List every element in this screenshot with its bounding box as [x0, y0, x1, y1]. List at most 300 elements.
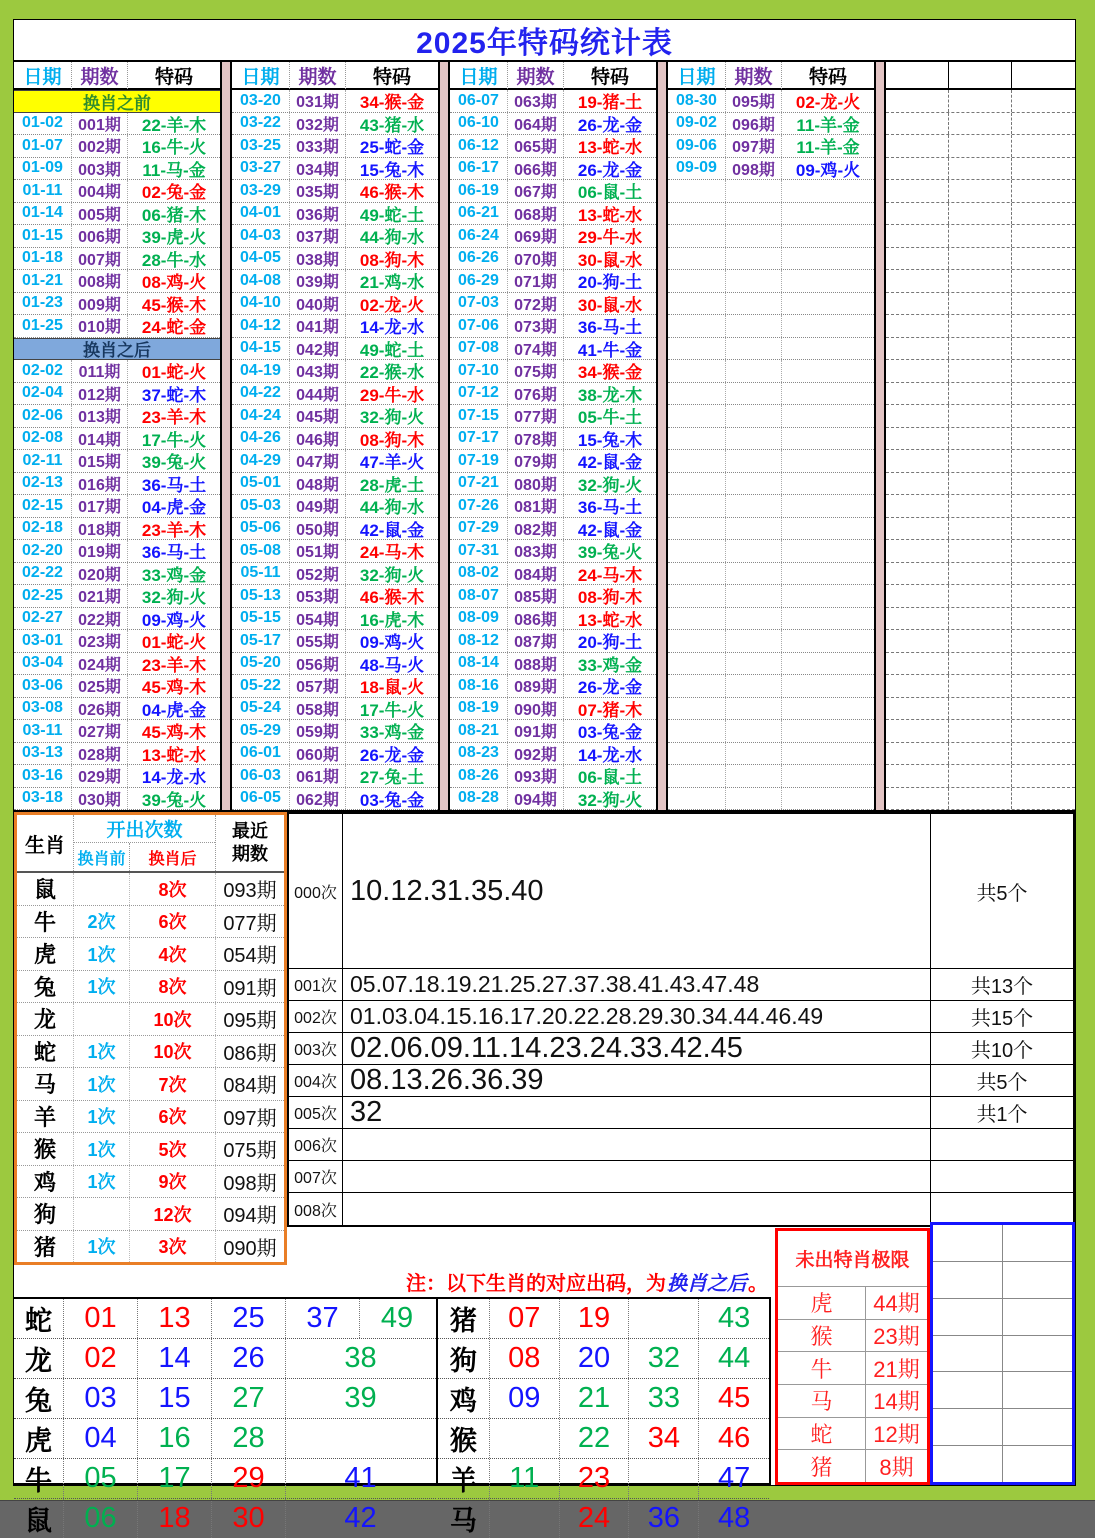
map-zodiac-cell: 猪 [438, 1299, 490, 1338]
period-row [450, 158, 656, 181]
blue-grid-cell [1003, 1299, 1072, 1335]
map-table-left [14, 1297, 438, 1536]
period-row [14, 495, 220, 518]
code-cell: 49-蛇-土 [359, 340, 425, 360]
code-cell: 08-狗-木 [577, 588, 643, 608]
empty-cell [1012, 428, 1075, 450]
period-row [668, 383, 874, 406]
period-row [232, 675, 438, 698]
limit-row [778, 1418, 927, 1451]
period-table-header [232, 62, 438, 90]
after-count-cell: 9次 [130, 1166, 216, 1198]
empty-grid-row [886, 225, 1075, 248]
period-cell [726, 563, 782, 585]
empty-cell [886, 293, 949, 315]
note-row [14, 1265, 770, 1297]
period-row [232, 180, 438, 203]
period-row [668, 698, 874, 721]
date-cell: 03-20 [232, 90, 290, 112]
period-cell: 055期 [290, 630, 346, 652]
period-row [14, 743, 220, 766]
period-cell: 014期 [72, 428, 128, 450]
zodiac-cell: 兔 [17, 971, 74, 1003]
period-row [668, 450, 874, 473]
empty-grid-row [886, 720, 1075, 743]
map-number-cell: 07 [490, 1299, 560, 1338]
before-count-cell: 1次 [74, 938, 130, 970]
code-cell: 09-鸡-火 [795, 160, 861, 180]
stats-row [17, 1133, 284, 1166]
map-number-cell: 38 [344, 1342, 377, 1374]
period-row [668, 675, 874, 698]
date-cell [668, 315, 726, 337]
code-cell: 01-蛇-火 [141, 363, 207, 383]
zodiac-cell: 猪 [17, 1231, 74, 1263]
date-cell: 06-29 [450, 270, 508, 292]
map-row [14, 1459, 436, 1499]
period-row [450, 270, 656, 293]
note-prefix: 注：以下生肖的对应出码，为 [406, 1272, 666, 1295]
code-cell: 26-龙-金 [577, 678, 643, 698]
date-cell [668, 270, 726, 292]
map-number-cell: 03 [64, 1379, 138, 1418]
date-cell [668, 720, 726, 742]
empty-cell [949, 360, 1012, 382]
after-count-cell: 10次 [130, 1036, 216, 1068]
period-cell [726, 360, 782, 382]
period-row [14, 360, 220, 383]
period-row [450, 248, 656, 271]
period-cell: 033期 [290, 135, 346, 157]
limit-row [778, 1287, 927, 1320]
period-cell: 044期 [290, 383, 346, 405]
date-cell: 07-29 [450, 518, 508, 540]
period-cell: 045期 [290, 405, 346, 427]
blue-grid-row [933, 1446, 1072, 1482]
period-cell [726, 765, 782, 787]
date-cell: 01-18 [14, 248, 72, 270]
date-cell: 02-15 [14, 495, 72, 517]
date-cell [668, 180, 726, 202]
code-cell: 32-狗-火 [577, 790, 643, 810]
empty-cell [1012, 608, 1075, 630]
period-cell [726, 653, 782, 675]
date-cell [668, 473, 726, 495]
period-cell: 025期 [72, 675, 128, 697]
period-cell [726, 248, 782, 270]
period-cell: 047期 [290, 450, 346, 472]
period-cell [726, 383, 782, 405]
period-row [14, 675, 220, 698]
period-row [450, 113, 656, 136]
date-cell: 05-22 [232, 675, 290, 697]
code-cell: 03-兔-金 [359, 790, 425, 810]
period-cell: 059期 [290, 720, 346, 742]
date-cell [668, 405, 726, 427]
limit-row [778, 1352, 927, 1385]
blue-grid-cell [933, 1225, 1003, 1261]
code-cell: 32-狗-火 [577, 475, 643, 495]
period-cell: 035期 [290, 180, 346, 202]
code-cell: 30-鼠-水 [577, 295, 643, 315]
date-cell: 01-09 [14, 158, 72, 180]
date-cell [668, 383, 726, 405]
empty-cell [886, 720, 949, 742]
empty-cell [886, 653, 949, 675]
empty-grid-row [886, 428, 1075, 451]
date-cell: 07-15 [450, 405, 508, 427]
date-cell: 01-02 [14, 113, 72, 135]
period-cell: 048期 [290, 473, 346, 495]
counts-column [287, 812, 1075, 1265]
map-number-cell: 17 [138, 1459, 212, 1498]
map-number-cell [286, 1419, 435, 1458]
code-cell: 30-鼠-水 [577, 250, 643, 270]
blue-grid-cell [1003, 1372, 1072, 1408]
recent-period-cell: 098期 [223, 1172, 277, 1195]
period-row [450, 630, 656, 653]
period-cell [726, 270, 782, 292]
date-cell [668, 248, 726, 270]
map-number-cell [629, 1459, 699, 1498]
code-cell: 45-鸡-木 [141, 678, 207, 698]
period-table-header [14, 62, 220, 90]
date-cell [668, 608, 726, 630]
code-cell: 29-牛-水 [359, 385, 425, 405]
period-cell [726, 495, 782, 517]
blue-grid-row [933, 1336, 1072, 1373]
empty-grid-header [886, 62, 1075, 90]
before-count-cell: 1次 [74, 971, 130, 1003]
period-cell: 082期 [508, 518, 564, 540]
date-cell: 05-20 [232, 653, 290, 675]
date-cell [668, 743, 726, 765]
map-number-cell: 46 [717, 1422, 751, 1454]
code-cell: 02-兔-金 [141, 183, 207, 203]
map-number-cell: 44 [717, 1342, 751, 1374]
period-row [668, 563, 874, 586]
date-cell: 06-07 [450, 90, 508, 112]
period-row [232, 360, 438, 383]
code-cell: 36-马-土 [577, 318, 643, 338]
empty-cell [886, 135, 949, 157]
date-cell: 02-08 [14, 428, 72, 450]
empty-cell [886, 338, 949, 360]
before-count-cell: 1次 [74, 1068, 130, 1100]
date-cell: 04-24 [232, 405, 290, 427]
code-cell: 37-蛇-木 [141, 385, 207, 405]
period-cell: 058期 [290, 698, 346, 720]
period-row [14, 315, 220, 338]
period-cell: 066期 [508, 158, 564, 180]
period-cell: 070期 [508, 248, 564, 270]
empty-grid-row [886, 585, 1075, 608]
period-cell: 010期 [72, 315, 128, 337]
code-column-header: 特码 [154, 66, 193, 88]
code-cell: 38-龙-木 [577, 385, 643, 405]
map-zodiac-cell: 狗 [438, 1339, 490, 1378]
period-row [232, 788, 438, 811]
stats-row [17, 1166, 284, 1199]
limit-period-cell: 21期 [873, 1356, 920, 1382]
period-cell: 028期 [72, 743, 128, 765]
map-number-cell: 24 [560, 1499, 630, 1538]
date-cell: 08-19 [450, 698, 508, 720]
period-cell: 080期 [508, 473, 564, 495]
period-cell: 012期 [72, 383, 128, 405]
code-cell: 42-鼠-金 [577, 520, 643, 540]
total-cell: 共5个 [930, 814, 1073, 968]
date-cell: 07-31 [450, 540, 508, 562]
count-row [289, 1193, 1073, 1225]
code-cell: 09-鸡-火 [141, 610, 207, 630]
date-cell: 09-02 [668, 113, 726, 135]
period-row [668, 428, 874, 451]
date-cell: 02-18 [14, 518, 72, 540]
limit-period-cell: 12期 [873, 1422, 920, 1448]
count-row [289, 814, 1073, 969]
period-row [232, 743, 438, 766]
period-row [14, 135, 220, 158]
period-cell [726, 743, 782, 765]
code-cell: 18-鼠-火 [359, 678, 425, 698]
date-cell: 02-06 [14, 405, 72, 427]
period-cell: 079期 [508, 450, 564, 472]
date-cell: 04-29 [232, 450, 290, 472]
map-number-cell: 36 [629, 1499, 699, 1538]
count-label-cell: 000次 [289, 814, 343, 968]
period-row [668, 203, 874, 226]
date-cell [668, 653, 726, 675]
empty-cell [949, 765, 1012, 787]
date-cell: 05-06 [232, 518, 290, 540]
period-row [14, 563, 220, 586]
period-row [14, 248, 220, 271]
date-cell: 03-27 [232, 158, 290, 180]
period-cell: 094期 [508, 788, 564, 810]
map-row [438, 1419, 769, 1459]
date-cell: 01-14 [14, 203, 72, 225]
period-cell: 091期 [508, 720, 564, 742]
date-cell: 01-07 [14, 135, 72, 157]
code-cell: 04-虎-金 [141, 700, 207, 720]
middle-section [14, 812, 1075, 1265]
period-row [450, 315, 656, 338]
map-number-cell: 13 [138, 1299, 212, 1338]
code-cell: 14-龙-水 [577, 745, 643, 765]
section-bar: 换肖之后 [14, 338, 220, 361]
period-row [14, 653, 220, 676]
numbers-cell: 08.13.26.36.39 [350, 1064, 544, 1096]
empty-cell [1012, 788, 1075, 810]
empty-grid-row [886, 608, 1075, 631]
map-zodiac-cell: 兔 [14, 1379, 64, 1418]
period-cell: 090期 [508, 698, 564, 720]
empty-grid-row [886, 248, 1075, 271]
code-cell: 22-猴-水 [359, 363, 425, 383]
map-zodiac-cell: 龙 [14, 1339, 64, 1378]
period-cell: 011期 [72, 360, 128, 382]
empty-grid-row [886, 698, 1075, 721]
map-number-cell: 26 [212, 1339, 286, 1378]
code-cell: 45-猴-木 [141, 295, 207, 315]
period-row [14, 630, 220, 653]
period-cell [726, 428, 782, 450]
map-zodiac-cell: 马 [438, 1499, 490, 1538]
period-cell: 084期 [508, 563, 564, 585]
empty-cell [886, 428, 949, 450]
count-row [289, 969, 1073, 1001]
period-cell: 098期 [726, 158, 782, 180]
numbers-cell: 32 [350, 1096, 383, 1128]
note-suffix: 。 [748, 1272, 768, 1295]
note-emphasis: 换肖之后 [667, 1272, 747, 1295]
period-cell: 049期 [290, 495, 346, 517]
period-cell [726, 720, 782, 742]
count-label-cell: 002次 [289, 1001, 343, 1032]
period-cell [726, 338, 782, 360]
map-number-cell: 09 [490, 1379, 560, 1418]
code-cell: 28-牛-水 [141, 250, 207, 270]
count-label-cell: 004次 [289, 1065, 343, 1096]
empty-cell [949, 135, 1012, 157]
zodiac-cell: 鸡 [17, 1166, 74, 1198]
empty-cell [886, 383, 949, 405]
empty-cell [1012, 293, 1075, 315]
date-cell: 04-05 [232, 248, 290, 270]
period-cell: 087期 [508, 630, 564, 652]
date-cell: 07-06 [450, 315, 508, 337]
map-number-cell: 08 [490, 1339, 560, 1378]
period-cell: 063期 [508, 90, 564, 112]
period-row [450, 428, 656, 451]
limit-zodiac-cell: 马 [778, 1385, 866, 1417]
date-cell: 07-10 [450, 360, 508, 382]
code-cell: 17-牛-火 [141, 430, 207, 450]
code-cell: 39-兔-火 [141, 453, 207, 473]
period-row [232, 383, 438, 406]
date-cell: 05-13 [232, 585, 290, 607]
code-cell: 36-马-土 [141, 543, 207, 563]
map-row [14, 1379, 436, 1419]
blue-grid-cell [933, 1336, 1003, 1372]
date-cell [668, 698, 726, 720]
date-cell: 01-25 [14, 315, 72, 337]
limits-body [778, 1287, 927, 1482]
period-row [14, 518, 220, 541]
code-cell: 32-狗-火 [359, 408, 425, 428]
period-cell: 030期 [72, 788, 128, 810]
period-row [668, 180, 874, 203]
period-cell: 051期 [290, 540, 346, 562]
period-row [450, 540, 656, 563]
empty-cell [1012, 203, 1075, 225]
date-cell: 08-02 [450, 563, 508, 585]
empty-cell [1012, 743, 1075, 765]
empty-cell [949, 270, 1012, 292]
numbers-cell [343, 1193, 930, 1225]
empty-grid-row [886, 158, 1075, 181]
period-cell: 024期 [72, 653, 128, 675]
empty-cell [1012, 338, 1075, 360]
empty-cell [949, 698, 1012, 720]
count-label-cell: 008次 [289, 1193, 343, 1225]
date-cell: 07-19 [450, 450, 508, 472]
code-cell: 28-虎-土 [359, 475, 425, 495]
empty-cell [886, 608, 949, 630]
empty-cell [949, 540, 1012, 562]
period-row [14, 540, 220, 563]
code-cell: 22-羊-木 [141, 115, 207, 135]
empty-cell [1012, 113, 1075, 135]
empty-cell [1012, 585, 1075, 607]
period-cell: 062期 [290, 788, 346, 810]
before-count-cell [74, 1198, 130, 1230]
map-zodiac-cell: 牛 [14, 1459, 64, 1498]
code-cell: 15-兔-木 [359, 160, 425, 180]
period-row [14, 158, 220, 181]
date-column-header: 日期 [450, 62, 508, 89]
after-count-cell: 10次 [130, 1003, 216, 1035]
period-row [668, 158, 874, 181]
code-column-header: 特码 [808, 66, 847, 88]
period-cell: 018期 [72, 518, 128, 540]
empty-cell [949, 315, 1012, 337]
period-row [450, 720, 656, 743]
limit-zodiac-cell: 虎 [778, 1287, 866, 1319]
date-cell [668, 495, 726, 517]
period-row [14, 180, 220, 203]
empty-cell [1012, 765, 1075, 787]
map-number-cell: 39 [344, 1382, 377, 1414]
recent-period-cell: 054期 [223, 945, 277, 968]
period-cell: 053期 [290, 585, 346, 607]
empty-cell [949, 630, 1012, 652]
stats-row [17, 938, 284, 971]
limit-row [778, 1385, 927, 1418]
period-cell: 061期 [290, 765, 346, 787]
empty-grid-row [886, 473, 1075, 496]
numbers-cell [343, 1161, 930, 1192]
before-count-cell: 2次 [74, 906, 130, 938]
empty-grid-row [886, 113, 1075, 136]
period-row [668, 270, 874, 293]
page-title: 2025年特码统计表 [14, 20, 1075, 62]
blue-grid-cell [1003, 1262, 1072, 1298]
empty-cell [1012, 675, 1075, 697]
date-cell: 08-30 [668, 90, 726, 112]
column-separator [440, 62, 450, 810]
code-cell: 42-鼠-金 [359, 520, 425, 540]
date-cell: 09-06 [668, 135, 726, 157]
period-cell: 069期 [508, 225, 564, 247]
empty-cell [1012, 360, 1075, 382]
empty-cell [949, 743, 1012, 765]
date-cell: 06-05 [232, 788, 290, 810]
zodiac-column-header: 生肖 [17, 815, 74, 871]
empty-cell [949, 203, 1012, 225]
map-number-cell: 43 [717, 1302, 751, 1334]
date-cell [668, 788, 726, 810]
empty-cell [949, 225, 1012, 247]
period-row [450, 495, 656, 518]
period-cell: 022期 [72, 608, 128, 630]
period-cell [726, 473, 782, 495]
code-cell: 29-牛-水 [577, 228, 643, 248]
blue-grid-cell [933, 1262, 1003, 1298]
period-cell: 029期 [72, 765, 128, 787]
period-row [14, 428, 220, 451]
